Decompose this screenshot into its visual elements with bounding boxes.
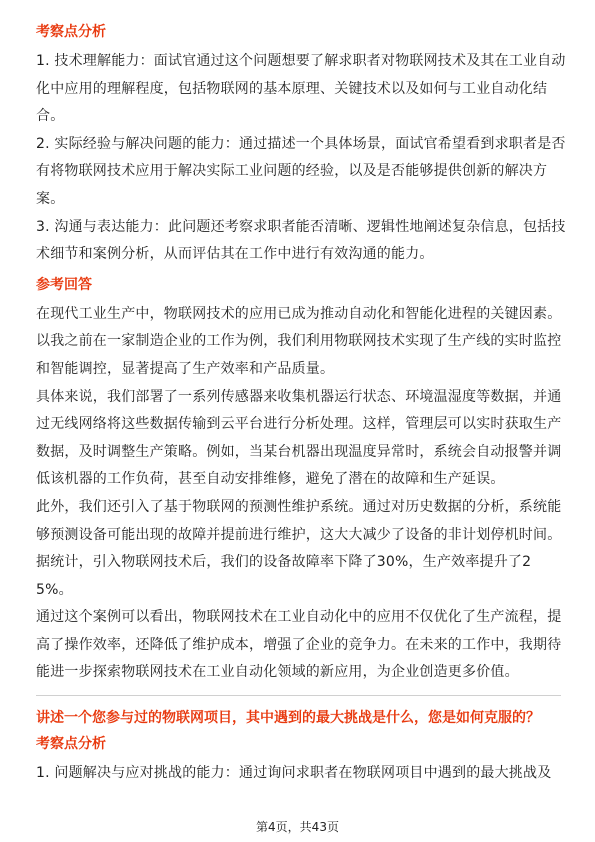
analysis-item-3: 3. 沟通与表达能力：此问题还考察求职者能否清晰、逻辑性地阐述复杂信息，包括技术细节和案例分析，从而评估其在工作中进行有效沟通的能力。 bbox=[36, 218, 566, 263]
analysis-item-q2-1: 1. 问题解决与应对挑战的能力：通过询问求职者在物联网项目中遇到的最大挑战及 bbox=[36, 765, 552, 782]
analysis-item-2: 2. 实际经验与解决问题的能力：通过描述一个具体场景，面试官希望看到求职者是否有将物联网技术应用于解决实际工业问题的经验，以及是否能够提供创新的解决方案。 bbox=[36, 135, 566, 207]
section-heading-answer: 参考回答 bbox=[36, 276, 92, 293]
page-content bbox=[36, 22, 566, 788]
page-footer: 第4页，共43页 bbox=[256, 820, 339, 834]
section-heading-analysis: 考察点分析 bbox=[36, 24, 106, 40]
section-heading-analysis-2: 考察点分析 bbox=[36, 736, 106, 753]
answer-paragraph-4: 通过这个案例可以看出，物联网技术在工业自动化中的应用不仅优化了生产流程，提高了操作效率，还降低了维护成本，增强了企业的竞争力。在未来的工作中，我期待能进一步探索物联网技术在工业自动化领域的新应用，为企业创造更多价值。 bbox=[36, 609, 562, 681]
section-divider bbox=[36, 695, 561, 696]
analysis-item-1: 1. 技术理解能力：面试官通过这个问题想要了解求职者对物联网技术及其在工业自动化中应用的理解程度，包括物联网的基本原理、关键技术以及如何与工业自动化结合。 bbox=[36, 53, 566, 125]
answer-paragraph-1: 在现代工业生产中，物联网技术的应用已成为推动自动化和智能化进程的关键因素。以我之前在一家制造企业的工作为例，我们利用物联网技术实现了生产线的实时监控和智能调控，显著提高了生产效率和产品质量。 bbox=[36, 305, 562, 377]
answer-paragraph-3: 此外，我们还引入了基于物联网的预测性维护系统。通过对历史数据的分析，系统能够预测设备可能出现的故障并提前进行维护，这大大减少了设备的非计划停机时间。据统计，引入物联网技术后，我们的设备故障率下降了30%，生产效率提升了25%。 bbox=[36, 498, 562, 598]
answer-paragraph-2: 具体来说，我们部署了一系列传感器来收集机器运行状态、环境温湿度等数据，并通过无线网络将这些数据传输到云平台进行分析处理。这样，管理层可以实时获取生产数据，及时调整生产策略。例如，当某台机器出现温度异常时，系统会自动报警并调低该机器的工作负荷，甚至自动安排维修，避免了潜在的故障和生产延误。 bbox=[36, 388, 562, 488]
question-title: 讲述一个您参与过的物联网项目，其中遇到的最大挑战是什么，您是如何克服的？ bbox=[36, 710, 540, 727]
